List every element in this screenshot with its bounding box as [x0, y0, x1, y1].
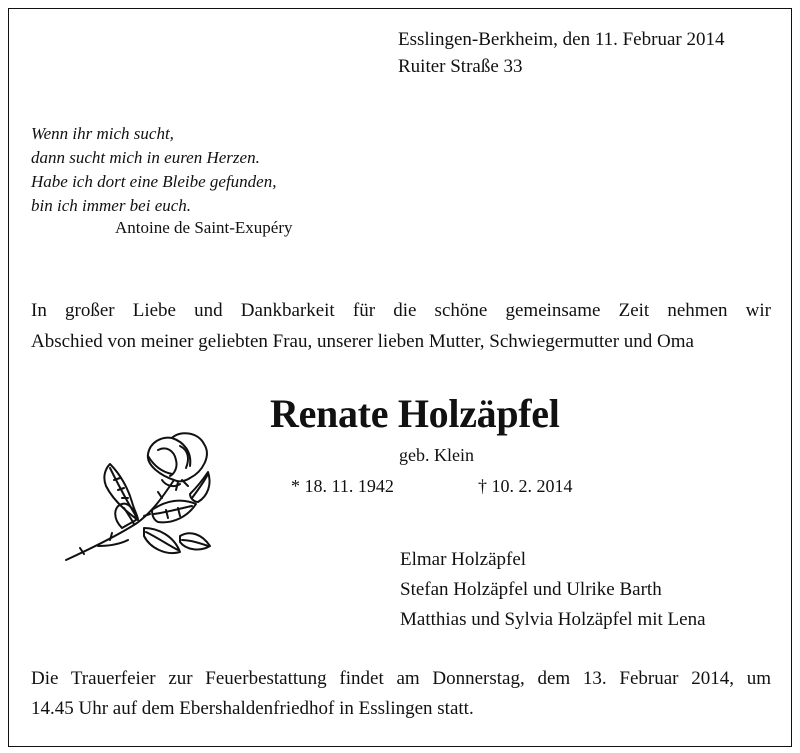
intro-line: In großer Liebe und Dankbarkeit für die schöne gemeinsame Zeit nehmen wir: [31, 300, 771, 321]
mourner: Matthias und Sylvia Holzäpfel mit Lena: [400, 609, 706, 630]
birth-date: * 18. 11. 1942: [291, 476, 394, 496]
place-date: Esslingen-Berkheim, den 11. Februar 2014: [398, 29, 725, 50]
poem-line: bin ich immer bei euch.: [31, 196, 192, 215]
funeral-line: 14.45 Uhr auf dem Ebershaldenfriedhof in Esslingen statt.: [31, 698, 474, 719]
funeral-line: Die Trauerfeier zur Feuerbestattung findet am Donnerstag, dem 13. Februar 2014, um: [31, 668, 771, 689]
poem-line: Habe ich dort eine Bleibe gefunden,: [31, 172, 277, 191]
poem-line: Wenn ihr mich sucht,: [31, 124, 174, 143]
poem-line: dann sucht mich in euren Herzen.: [31, 148, 260, 167]
poem-author: Antoine de Saint-Exupéry: [115, 218, 293, 237]
maiden-name: geb. Klein: [399, 445, 474, 465]
notice-border: [8, 8, 792, 747]
deceased-name: Renate Holzäpfel: [270, 391, 560, 436]
street-address: Ruiter Straße 33: [398, 56, 523, 77]
intro-line: Abschied von meiner geliebten Frau, unserer lieben Mutter, Schwiegermutter und Oma: [31, 331, 694, 352]
mourner: Elmar Holzäpfel: [400, 549, 527, 570]
mourner: Stefan Holzäpfel und Ulrike Barth: [400, 579, 662, 600]
poem: [31, 122, 276, 218]
header-address: [398, 26, 724, 80]
death-date: † 10. 2. 2014: [478, 476, 573, 496]
funeral-info: [31, 664, 771, 724]
mourners-list: [400, 545, 706, 635]
intro-text: [31, 295, 771, 357]
rose-icon: [62, 428, 222, 583]
